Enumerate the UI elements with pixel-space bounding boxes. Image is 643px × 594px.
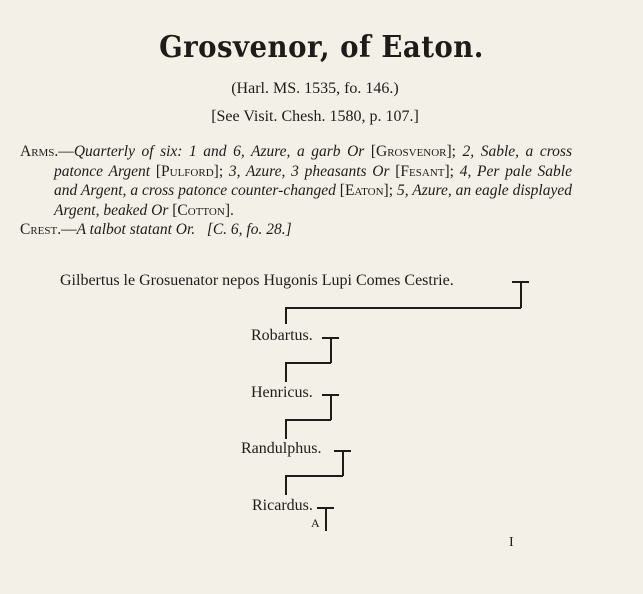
- pedigree-root: Gilbertus le Grosuenator nepos Hugonis Lupi Comes Cestrie.: [60, 272, 454, 289]
- crest-label: Crest.—: [20, 221, 77, 238]
- crest-text: A talbot statant Or.: [76, 221, 196, 238]
- arms-text-2: 2, Sable, a cross patonce Argent: [54, 143, 572, 180]
- arms-name-5: Cotton: [177, 201, 225, 219]
- descent-line-3: [342, 450, 344, 476]
- arms-section: [20, 142, 572, 240]
- visitation-reference: [See Visit. Chesh. 1580, p. 107.]: [211, 108, 419, 125]
- descent-line-root: [520, 281, 522, 308]
- drop-line-2: [285, 362, 287, 382]
- descent-line-2: [330, 394, 332, 420]
- sibling-bar-root: [285, 307, 521, 309]
- page-title: Grosvenor, of Eaton.: [159, 30, 484, 65]
- arms-name-3: Fesant: [400, 162, 445, 180]
- arms-text-4: 4, Per pale Sable and Argent, a cross patonce counter-changed: [54, 162, 572, 199]
- arms-name-1: Grosvenor: [376, 143, 447, 160]
- pedigree-person-3: Randulphus.: [241, 440, 322, 457]
- sibling-bar-2: [285, 419, 331, 421]
- drop-line-4: [285, 475, 287, 495]
- arms-text-5: 5, Azure, an eagle displayed Argent, beaked Or: [54, 182, 573, 219]
- arms-paragraph: Arms.—Quarterly of six: 1 and 6, Azure, a garb Or [Grosvenor]; 2, Sable, a cross patonce Argent [Pulford]; 3, Azure, 3 pheasants Or [Fesant]; 4, Per pale Sable and Argent, a cross patonce counter-changed [Eaton]; 5, Azure, an eagle displayed Argent, beaked Or [Cotton].: [20, 143, 573, 219]
- arms-text-1: Quarterly of six: 1 and 6, Azure, a garb Or: [73, 143, 365, 160]
- sibling-bar-1: [285, 362, 331, 364]
- drop-line-1: [285, 307, 287, 324]
- arms-text-3: 3, Azure, 3 pheasants Or: [228, 162, 390, 180]
- arms-label: Arms.—: [20, 143, 74, 160]
- arms-name-2: Pulford: [161, 162, 214, 180]
- crest-paragraph: [20, 220, 572, 240]
- descent-line-4: [325, 507, 327, 531]
- descent-line-1: [330, 337, 332, 363]
- arms-name-4: Eaton: [344, 182, 384, 199]
- pedigree-person-4: Ricardus.: [252, 497, 313, 514]
- continuation-mark: A: [311, 516, 320, 530]
- drop-line-3: [285, 419, 287, 439]
- source-reference: (Harl. MS. 1535, fo. 146.): [231, 80, 399, 97]
- pedigree-person-1: Robartus.: [251, 327, 313, 344]
- page-number: I: [509, 535, 514, 550]
- sibling-bar-3: [285, 475, 343, 477]
- crest-reference: [C. 6, fo. 28.]: [206, 221, 292, 238]
- pedigree-person-2: Henricus.: [251, 384, 313, 401]
